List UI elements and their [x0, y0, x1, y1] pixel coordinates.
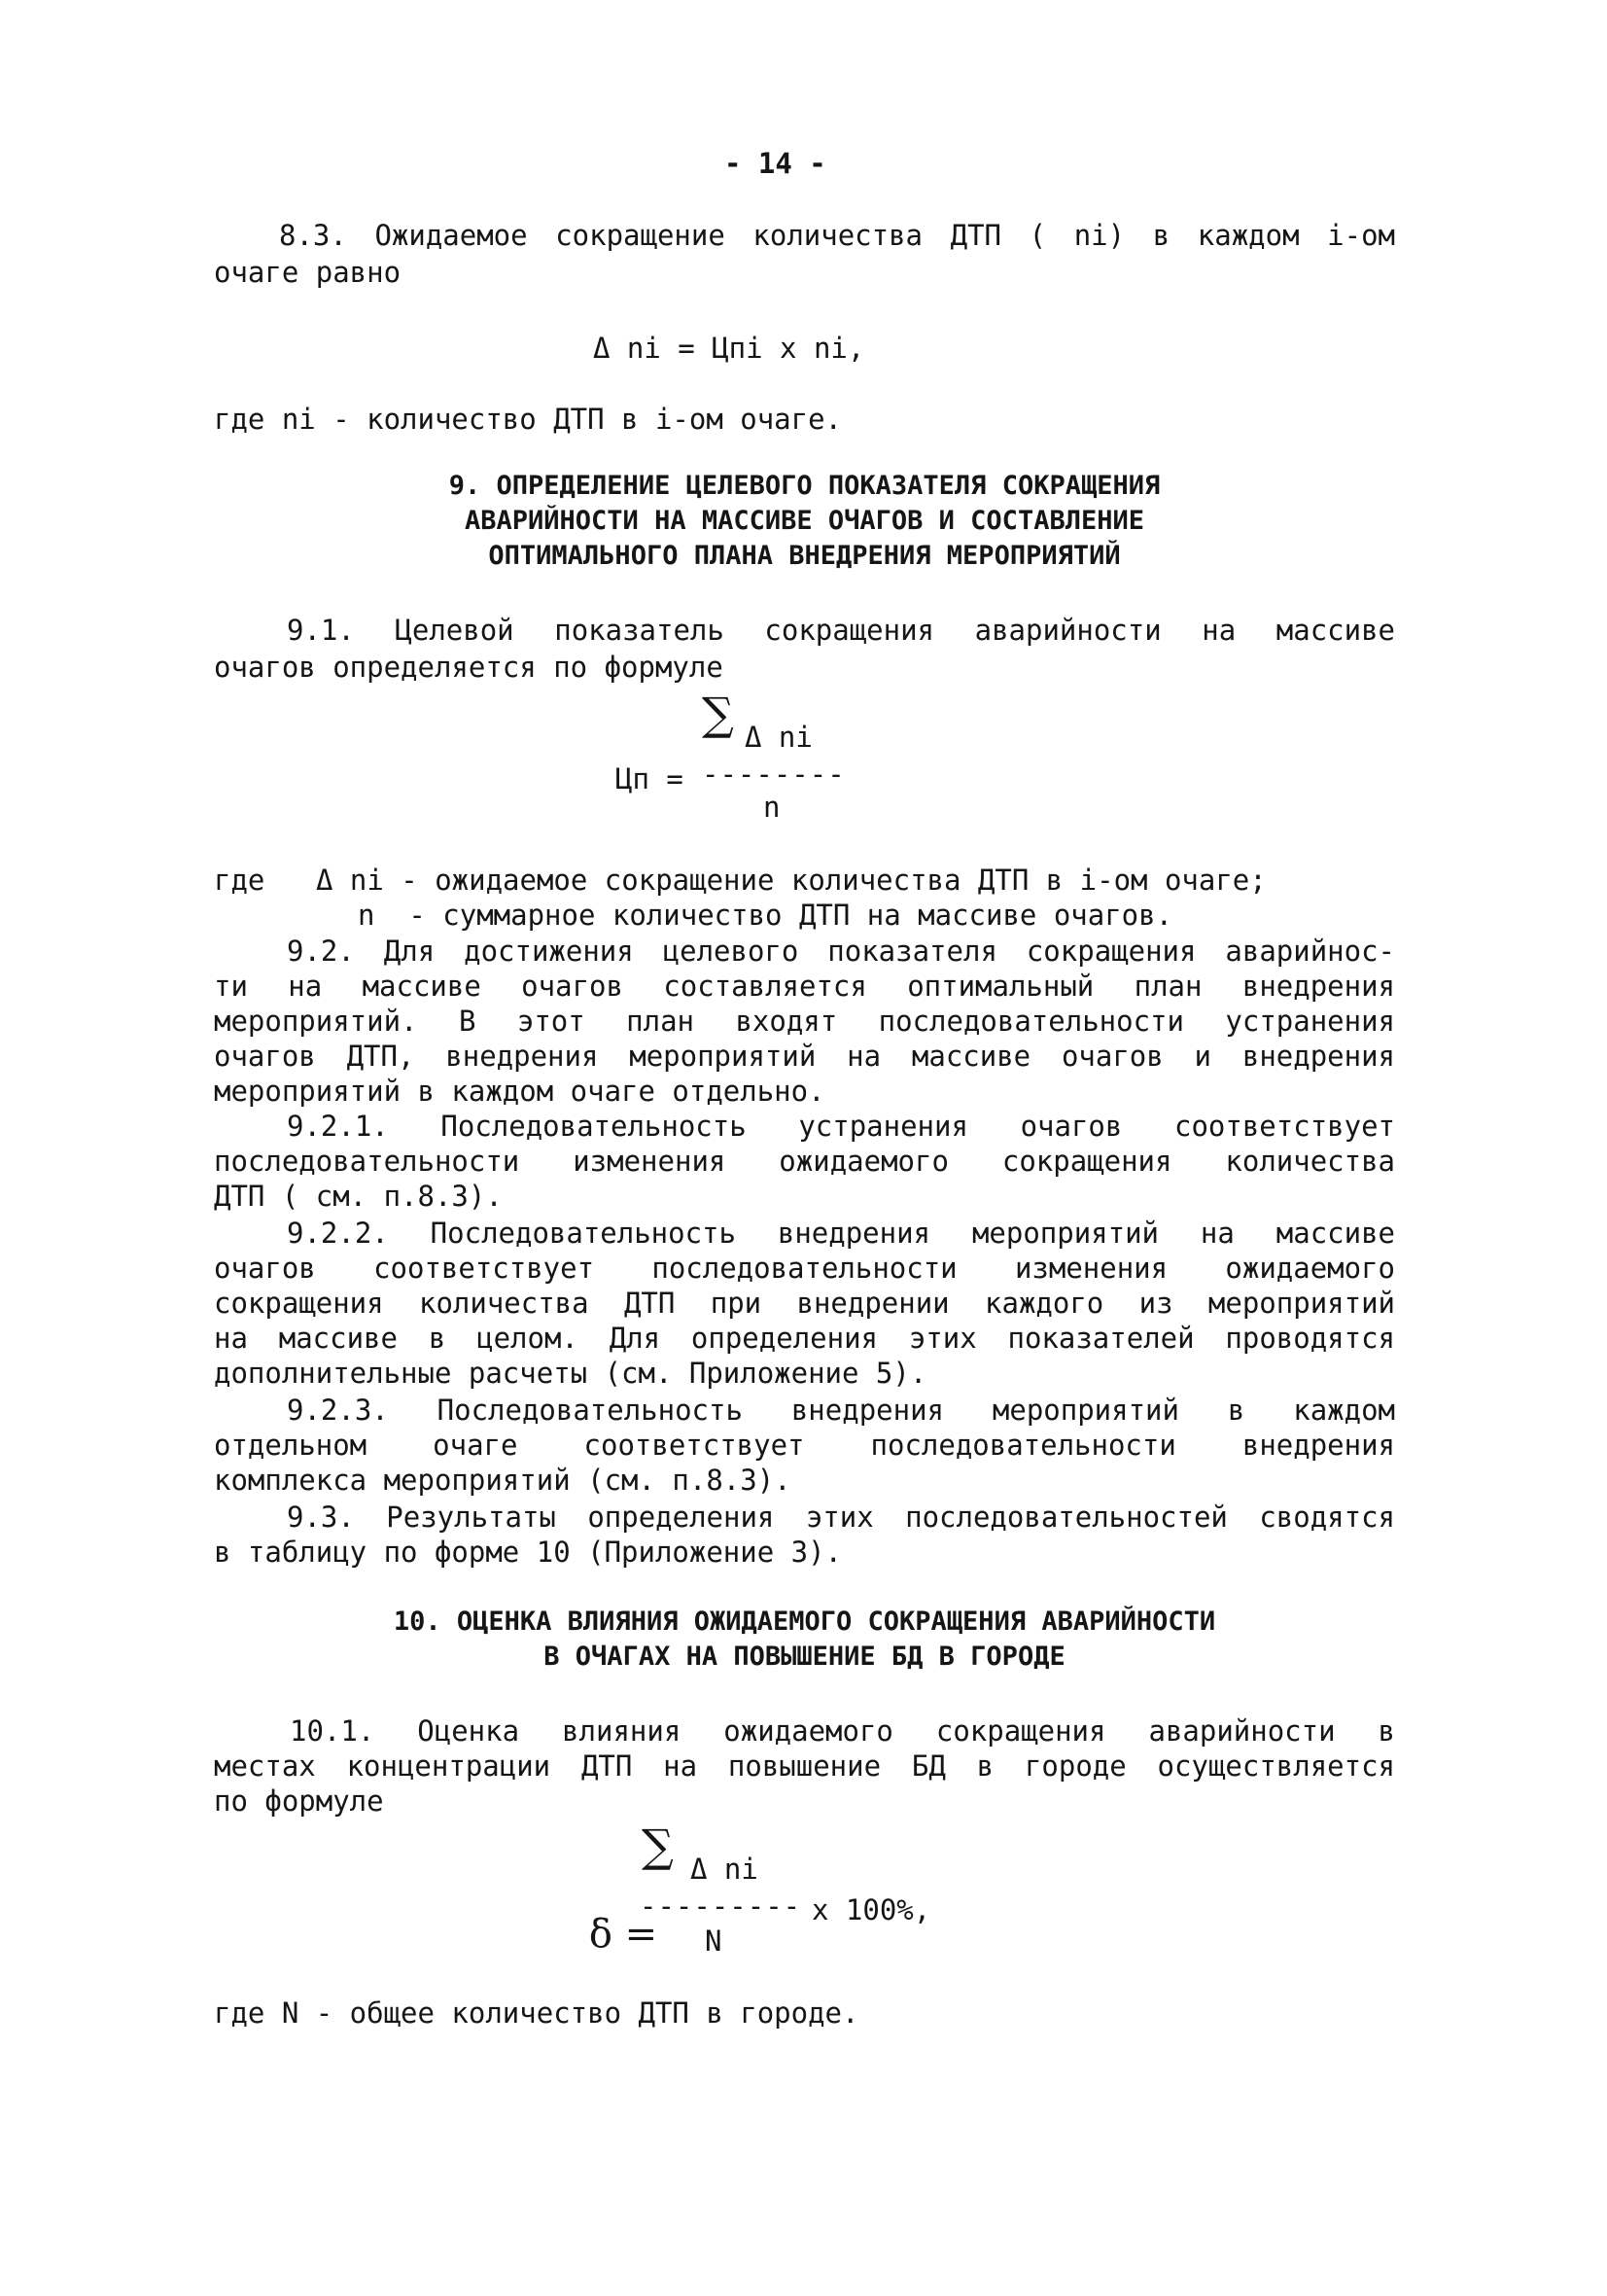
paragraph-9-2-1-line: 9.2.1. Последовательность устранения очагов соответствует [287, 1110, 1395, 1143]
paragraph-9-3-line: 9.3. Результаты определения этих последовательностей сводятся [287, 1501, 1395, 1534]
formula-delta-ni: Δ ni = Цпi x ni, [593, 332, 865, 365]
paragraph-9-2-line: мероприятий. В этот план входят последовательности устранения [214, 1005, 1395, 1038]
paragraph-9-1-line2: очагов определяется по формуле [214, 651, 723, 684]
section-9-heading [214, 469, 1395, 574]
paragraph-9-2-3-line: отдельном очаге соответствует последовательности внедрения [214, 1429, 1395, 1462]
fraction-bar: --------- [640, 1890, 802, 1923]
fraction-bar: -------- [702, 758, 846, 791]
section-9-heading-line: ОПТИМАЛЬНОГО ПЛАНА ВНЕДРЕНИЯ МЕРОПРИЯТИЙ [488, 541, 1121, 571]
where-n: n - суммарное количество ДТП на массиве очагов. [358, 899, 1173, 932]
paragraph-9-2-1-line: последовательности изменения ожидаемого сокращения количества [214, 1145, 1395, 1178]
paragraph-9-2-line: очагов ДТП, внедрения мероприятий на массиве очагов и внедрения [214, 1040, 1395, 1073]
where-delta-ni: Δ ni - ожидаемое сокращение количества ДТП в i-ом очаге; [316, 864, 1267, 897]
paragraph-9-2-1-line: ДТП ( см. п.8.3). [214, 1180, 503, 1213]
section-9-heading-line: АВАРИЙНОСТИ НА МАССИВЕ ОЧАГОВ И СОСТАВЛЕНИЕ [465, 506, 1144, 536]
section-10-heading-line: В ОЧАГАХ НА ПОВЫШЕНИЕ БД В ГОРОДЕ [543, 1642, 1066, 1672]
paragraph-9-2-3-line: комплекса мероприятий (см. п.8.3). [214, 1464, 791, 1497]
paragraph-9-2-3-line: 9.2.3. Последовательность внедрения мероприятий в каждом [287, 1394, 1395, 1427]
section-9-heading-line: 9. ОПРЕДЕЛЕНИЕ ЦЕЛЕВОГО ПОКАЗАТЕЛЯ СОКРАЩЕНИЯ [448, 471, 1161, 501]
page-number: - 14 - [724, 147, 826, 180]
section-10-heading [214, 1605, 1395, 1675]
paragraph-9-2-2-line: 9.2.2. Последовательность внедрения мероприятий на массиве [287, 1217, 1395, 1250]
paragraph-10-1-line: по формуле [214, 1784, 384, 1818]
delta-symbol: δ = [588, 1912, 658, 1957]
paragraph-10-1-line: 10.1. Оценка влияния ожидаемого сокращения аварийности в [290, 1714, 1395, 1748]
sigma-symbol: ∑ [642, 1819, 674, 1872]
sigma-symbol: ∑ [702, 688, 734, 740]
paragraph-9-2-line: 9.2. Для достижения целевого показателя сокращения аварийнос- [287, 935, 1395, 968]
formula-denominator: N [705, 1925, 722, 1958]
paragraph-9-2-2-line: на массиве в целом. Для определения этих показателей проводятся [214, 1322, 1395, 1355]
paragraph-8-3-line1: 8.3. Ожидаемое сокращение количества ДТП ( ni) в каждом i-ом [279, 219, 1395, 252]
paragraph-9-2-line: мероприятий в каждом очаге отдельно. [214, 1075, 825, 1108]
formula-numerator: Δ ni [745, 721, 813, 754]
formula-lhs: Цп = [615, 762, 683, 795]
formula-tail: x 100%, [812, 1893, 931, 1926]
paragraph-9-3-line: в таблицу по форме 10 (Приложение 3). [214, 1536, 843, 1569]
paragraph-8-3-line2: очаге равно [214, 256, 402, 289]
formula-numerator: Δ ni [690, 1853, 758, 1886]
paragraph-9-2-2-line: очагов соответствует последовательности изменения ожидаемого [214, 1252, 1395, 1285]
paragraph-9-1-line1: 9.1. Целевой показатель сокращения аварийности на массиве [287, 614, 1395, 647]
formula-note-N: где N - общее количество ДТП в городе. [214, 1996, 859, 2030]
where-label: где [214, 864, 265, 897]
paragraph-9-2-line: ти на массиве очагов составляется оптимальный план внедрения [214, 970, 1395, 1003]
paragraph-9-2-2-line: дополнительные расчеты (см. Приложение 5). [214, 1357, 927, 1390]
paragraph-9-2-2-line: сокращения количества ДТП при внедрении каждого из мероприятий [214, 1287, 1395, 1320]
section-10-heading-line: 10. ОЦЕНКА ВЛИЯНИЯ ОЖИДАЕМОГО СОКРАЩЕНИЯ АВАРИЙНОСТИ [393, 1607, 1216, 1637]
formula-denominator: n [763, 791, 781, 824]
formula-note-ni: где ni - количество ДТП в i-ом очаге. [214, 403, 843, 436]
paragraph-10-1-line: местах концентрации ДТП на повышение БД в городе осуществляется [214, 1749, 1395, 1783]
